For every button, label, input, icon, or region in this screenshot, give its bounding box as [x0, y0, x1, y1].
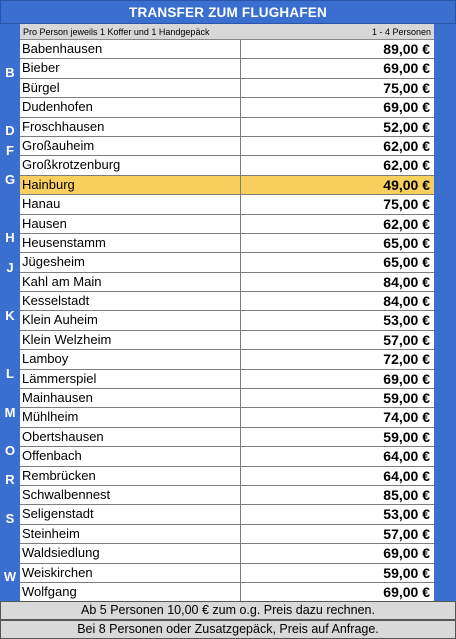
letter-o: O: [4, 443, 16, 458]
table-row: [20, 467, 434, 486]
destination-price: 72,00 €: [383, 351, 430, 368]
right-border-bar: [434, 24, 456, 601]
table-subheader: [20, 24, 434, 40]
table-row: [20, 292, 434, 311]
table-row: [20, 176, 434, 195]
letter-l: L: [6, 366, 14, 381]
destination-price: 69,00 €: [383, 545, 430, 562]
letter-index-sidebar: [0, 24, 20, 601]
table-row: [20, 583, 434, 602]
destination-price: 57,00 €: [383, 331, 430, 348]
destination-price: 84,00 €: [383, 273, 430, 290]
table-row: [20, 350, 434, 369]
table-row: [20, 137, 434, 156]
destination-name: Bürgel: [21, 79, 241, 97]
destination-name: Babenhausen: [21, 40, 241, 58]
letter-w: W: [3, 569, 17, 584]
destination-name: Mainhausen: [21, 389, 241, 407]
destination-name: Jügesheim: [21, 253, 241, 271]
destination-name: Schwalbennest: [21, 486, 241, 504]
destination-price: 89,00 €: [383, 41, 430, 57]
table-row: [20, 311, 434, 330]
table-row: [20, 525, 434, 544]
destination-price: 59,00 €: [383, 564, 430, 581]
destination-price: 64,00 €: [383, 467, 430, 484]
letter-f: F: [6, 143, 14, 158]
table-row: [20, 428, 434, 447]
letter-r: R: [5, 472, 15, 487]
destination-price: 74,00 €: [383, 409, 430, 426]
destination-name: Kahl am Main: [21, 273, 241, 291]
table-row: [20, 447, 434, 466]
letter-m: M: [4, 405, 16, 420]
table-row: [20, 118, 434, 137]
destination-price: 69,00 €: [383, 60, 430, 77]
page-title: TRANSFER ZUM FLUGHAFEN: [0, 0, 456, 24]
letter-h: H: [5, 230, 15, 245]
destination-name: Großkrotzenburg: [21, 156, 241, 174]
letter-b: B: [5, 65, 15, 80]
destination-name: Froschhausen: [21, 118, 241, 136]
destination-name: Rembrücken: [21, 467, 241, 485]
destination-name: Klein Welzheim: [21, 331, 241, 349]
destination-name: Großauheim: [21, 137, 241, 155]
destination-name: Obertshausen: [21, 428, 241, 446]
table-row: [20, 79, 434, 98]
footer-note-request: Bei 8 Personen oder Zusatzgepäck, Preis auf Anfrage.: [0, 620, 456, 639]
destination-name: Hanau: [21, 195, 241, 213]
letter-k: K: [5, 308, 15, 323]
table-row: [20, 544, 434, 563]
destination-name: Lämmerspiel: [21, 370, 241, 388]
destination-price: 64,00 €: [383, 448, 430, 465]
destination-price: 69,00 €: [383, 99, 430, 116]
destination-price: 84,00 €: [383, 293, 430, 310]
destination-price: 69,00 €: [383, 370, 430, 387]
destination-price: 85,00 €: [383, 486, 430, 503]
destination-price: 59,00 €: [383, 390, 430, 407]
table-row: [20, 389, 434, 408]
letter-s: S: [5, 511, 15, 526]
table-row: [20, 505, 434, 524]
destination-name: Mühlheim: [21, 408, 241, 426]
destination-name: Waldsiedlung: [21, 544, 241, 562]
destination-price: 53,00 €: [383, 506, 430, 523]
destination-price: 53,00 €: [383, 312, 430, 329]
destination-name: Dudenhofen: [21, 98, 241, 116]
destination-price: 49,00 €: [383, 176, 430, 193]
destination-name: Wolfgang: [21, 583, 241, 601]
destination-name: Lamboy: [21, 350, 241, 368]
destination-price: 65,00 €: [383, 254, 430, 271]
destination-name: Heusenstamm: [21, 234, 241, 252]
table-row: [20, 195, 434, 214]
destination-price: 69,00 €: [383, 583, 430, 600]
table-row: [20, 59, 434, 78]
destination-price: 65,00 €: [383, 234, 430, 251]
letter-g: G: [4, 172, 16, 187]
destination-price: 52,00 €: [383, 118, 430, 135]
destination-price: 62,00 €: [383, 215, 430, 232]
table-row: [20, 331, 434, 350]
destination-name: Weiskirchen: [21, 564, 241, 582]
destination-price: 75,00 €: [383, 79, 430, 96]
destination-name: Seligenstadt: [21, 505, 241, 523]
destination-price: 62,00 €: [383, 137, 430, 154]
destination-name: Kesselstadt: [21, 292, 241, 310]
footer-note-extra-persons: Ab 5 Personen 10,00 € zum o.g. Preis dazu rechnen.: [0, 601, 456, 620]
luggage-note: Pro Person jeweils 1 Koffer und 1 Handgepäck: [23, 27, 210, 37]
destination-name: Klein Auheim: [21, 311, 241, 329]
destination-name: Steinheim: [21, 525, 241, 543]
table-row: [20, 234, 434, 253]
destination-name: Bieber: [21, 59, 241, 77]
destination-price: 75,00 €: [383, 196, 430, 213]
destination-list: [20, 40, 434, 602]
destination-name: Hainburg: [21, 176, 241, 194]
destination-name: Offenbach: [21, 447, 241, 465]
table-row: [20, 215, 434, 234]
persons-range: 1 - 4 Personen: [371, 27, 431, 37]
table-row: [20, 408, 434, 427]
destination-price: 57,00 €: [383, 525, 430, 542]
table-row: [20, 98, 434, 117]
table-row: [20, 486, 434, 505]
destination-price: 59,00 €: [383, 428, 430, 445]
table-row: [20, 253, 434, 272]
table-row: [20, 370, 434, 389]
table-row: [20, 156, 434, 175]
destination-price: 62,00 €: [383, 157, 430, 174]
table-row: [20, 40, 434, 59]
letter-j: J: [6, 260, 14, 275]
table-row: [20, 564, 434, 583]
table-row: [20, 273, 434, 292]
destination-name: Hausen: [21, 215, 241, 233]
letter-d: D: [5, 123, 15, 138]
